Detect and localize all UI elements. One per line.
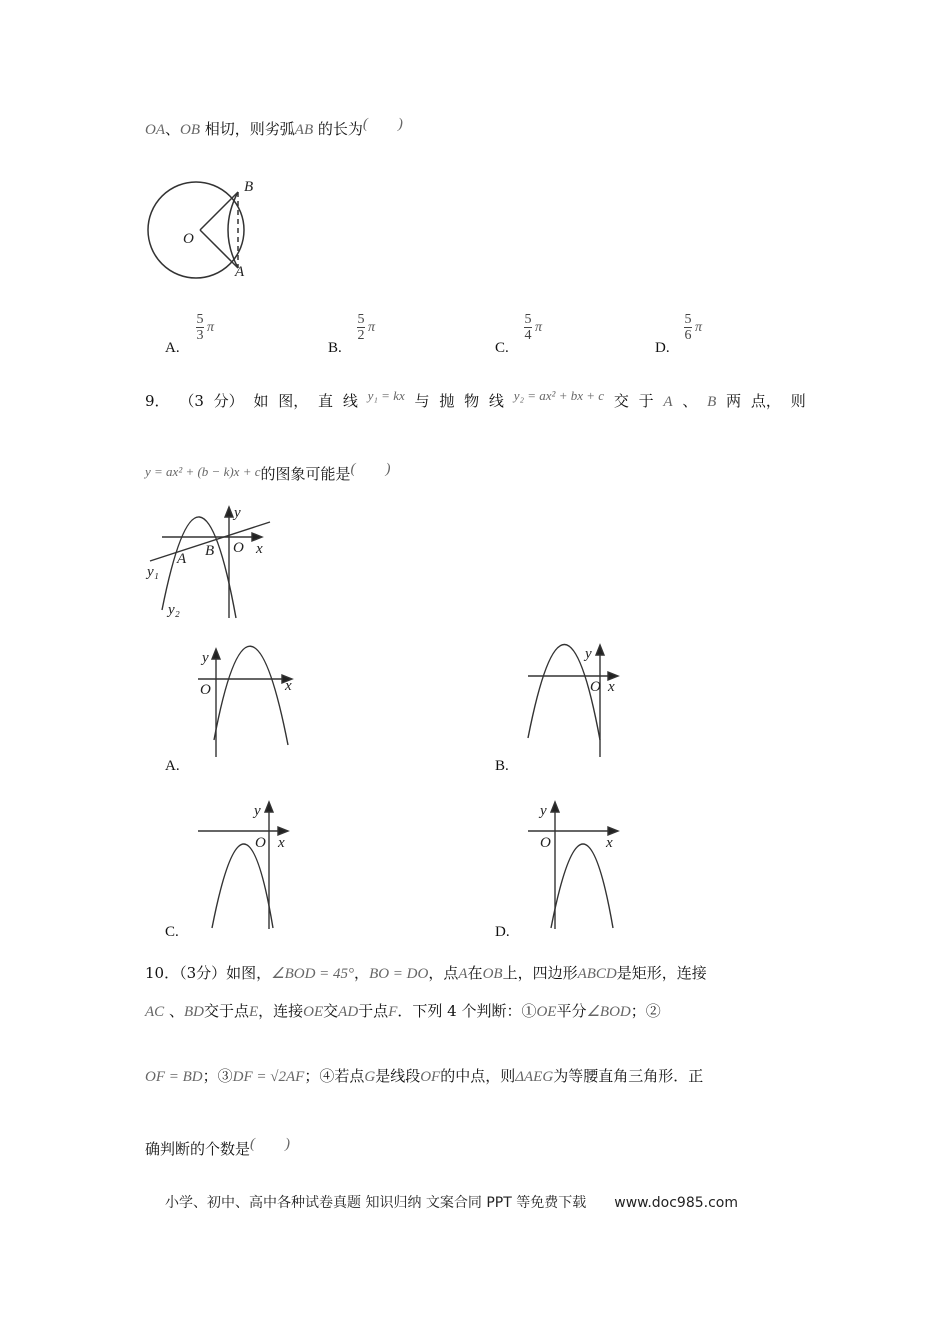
text: ．下列 4 个判断：① <box>397 1002 537 1020</box>
math: AC <box>145 1004 165 1020</box>
math: y₂ = ax² + bx + c <box>513 388 605 403</box>
fraction <box>524 313 532 342</box>
q10-line2 <box>145 1000 661 1021</box>
option-letter: A. <box>165 340 180 356</box>
text: 是线段 <box>375 1067 421 1085</box>
text: 图， <box>278 392 309 410</box>
text: 交 <box>613 392 629 410</box>
text: 点， <box>750 392 781 410</box>
math: DF = √2AF <box>232 1069 305 1085</box>
text: ；④若点 <box>304 1067 365 1085</box>
option-letter: C. <box>495 340 509 356</box>
math: A <box>458 966 468 982</box>
text: 相切，则劣弧 <box>200 120 295 138</box>
q9-option-a-graph <box>198 646 292 757</box>
q9-option-c[interactable]: C. <box>165 924 179 940</box>
text: 与 <box>414 392 430 410</box>
text: 9． <box>145 392 170 410</box>
text: 于点 <box>358 1002 389 1020</box>
text: 、 <box>164 1002 184 1020</box>
q10-line3 <box>145 1065 703 1086</box>
text: 确判断的个数是 <box>145 1140 251 1158</box>
text: 线 <box>342 392 358 410</box>
math: A <box>663 394 673 410</box>
numerator: 5 <box>684 312 692 327</box>
text: 直 <box>318 392 334 410</box>
text: 线 <box>488 392 504 410</box>
fraction <box>357 313 365 342</box>
denominator: 3 <box>196 328 204 343</box>
q9-option-b-graph <box>528 644 618 757</box>
math: B <box>707 394 717 410</box>
q9-option-d-graph <box>528 802 618 929</box>
text: ，连接 <box>258 1002 304 1020</box>
text: 于 <box>638 392 654 410</box>
label-y: y <box>585 646 592 662</box>
text: 的长为 <box>313 120 363 138</box>
footer <box>165 1192 738 1212</box>
math: OF = BD <box>145 1069 203 1085</box>
fraction <box>684 313 692 342</box>
tangent-oa <box>200 230 238 268</box>
text: 10．（3分）如图， <box>145 964 272 982</box>
math: OE <box>303 1004 324 1020</box>
label-b: B <box>244 179 254 195</box>
text: ；③ <box>202 1067 233 1085</box>
label-b: B <box>205 543 215 559</box>
q9-option-c-graph <box>198 802 288 929</box>
numerator: 5 <box>357 312 365 327</box>
q9-stem-line1 <box>145 390 806 411</box>
option-letter: B. <box>328 340 342 356</box>
math: AD <box>338 1004 359 1020</box>
math: OE <box>536 1004 557 1020</box>
text: 交于点 <box>203 1002 249 1020</box>
math: E <box>248 1004 259 1020</box>
math: ABCD <box>577 966 617 982</box>
numerator: 5 <box>196 312 204 327</box>
label-o: O <box>540 835 551 851</box>
answer-paren: ( ) <box>350 461 391 477</box>
text: ，点 <box>428 964 459 982</box>
answer-paren: ( ) <box>362 116 403 132</box>
text: 则 <box>790 392 806 410</box>
q9-stem-line2 <box>145 463 391 484</box>
label-y: y <box>540 803 547 819</box>
text: 分） <box>213 392 244 410</box>
text: 平分 <box>556 1002 587 1020</box>
math: BO = DO <box>369 966 429 982</box>
math: OA <box>145 122 165 138</box>
math: OF <box>420 1069 441 1085</box>
text: 的中点，则 <box>440 1067 516 1085</box>
label-y1: y₁ <box>147 564 159 580</box>
q9-option-b[interactable]: B. <box>495 758 509 774</box>
option-letter: D. <box>655 340 670 356</box>
fraction <box>196 313 204 342</box>
label-y: y <box>234 505 241 521</box>
math: y = ax² + (b − k)x + c <box>145 464 261 479</box>
label-a: A <box>177 551 187 567</box>
label-a: A <box>235 264 245 280</box>
pi: π <box>695 320 703 335</box>
pi: π <box>535 320 543 335</box>
text: ， <box>354 964 370 982</box>
text: 在 <box>467 964 483 982</box>
label-x: x <box>608 679 615 695</box>
text: 、 <box>165 120 181 138</box>
math: BD <box>183 1004 204 1020</box>
footer-text: 小学、初中、高中各种试卷真题 知识归纳 文案合同 PPT 等免费下载 <box>165 1195 587 1211</box>
label-y2: y₂ <box>168 602 180 618</box>
text: 物 <box>464 392 480 410</box>
math: ∠BOD <box>586 1004 631 1020</box>
label-x: x <box>278 835 285 851</box>
math: ΔAEG <box>515 1069 554 1085</box>
math: OB <box>482 966 503 982</box>
q10-line1 <box>145 962 707 983</box>
label-y: y <box>254 803 261 819</box>
label-o: O <box>200 682 211 698</box>
denominator: 2 <box>357 328 365 343</box>
q9-option-a[interactable]: A. <box>165 758 180 774</box>
label-o: O <box>183 231 194 247</box>
text: 抛 <box>439 392 455 410</box>
footer-link[interactable]: www.doc985.com <box>614 1195 738 1211</box>
q9-option-d[interactable]: D. <box>495 924 510 940</box>
text: 两 <box>726 392 742 410</box>
math: G <box>364 1069 376 1085</box>
denominator: 4 <box>524 328 532 343</box>
text: 如 <box>253 392 269 410</box>
math: F <box>388 1004 398 1020</box>
label-o: O <box>590 679 601 695</box>
q10-line4 <box>145 1138 290 1159</box>
circle-figure <box>148 182 244 278</box>
text: 交 <box>323 1002 339 1020</box>
pi: π <box>368 320 376 335</box>
label-o: O <box>255 835 266 851</box>
math: OB <box>180 122 201 138</box>
math: ∠BOD = 45° <box>271 966 355 982</box>
label-y: y <box>202 650 209 666</box>
tangent-ob <box>200 192 238 230</box>
text: 上，四边形 <box>502 964 578 982</box>
numerator: 5 <box>524 312 532 327</box>
label-x: x <box>285 678 292 694</box>
text: ；② <box>630 1002 661 1020</box>
denominator: 6 <box>684 328 692 343</box>
text: 为等腰直角三角形．正 <box>553 1067 704 1085</box>
label-o: O <box>233 540 244 556</box>
math: AB <box>294 122 314 138</box>
text: 、 <box>682 392 698 410</box>
math: y₁ = kx <box>367 388 405 403</box>
pi: π <box>207 320 215 335</box>
text: 是矩形，连接 <box>616 964 707 982</box>
label-x: x <box>256 541 263 557</box>
circle <box>148 182 244 278</box>
answer-paren: ( ) <box>250 1136 291 1152</box>
text: （3 <box>179 392 204 410</box>
label-x: x <box>606 835 613 851</box>
text: 的图象可能是 <box>260 465 351 483</box>
